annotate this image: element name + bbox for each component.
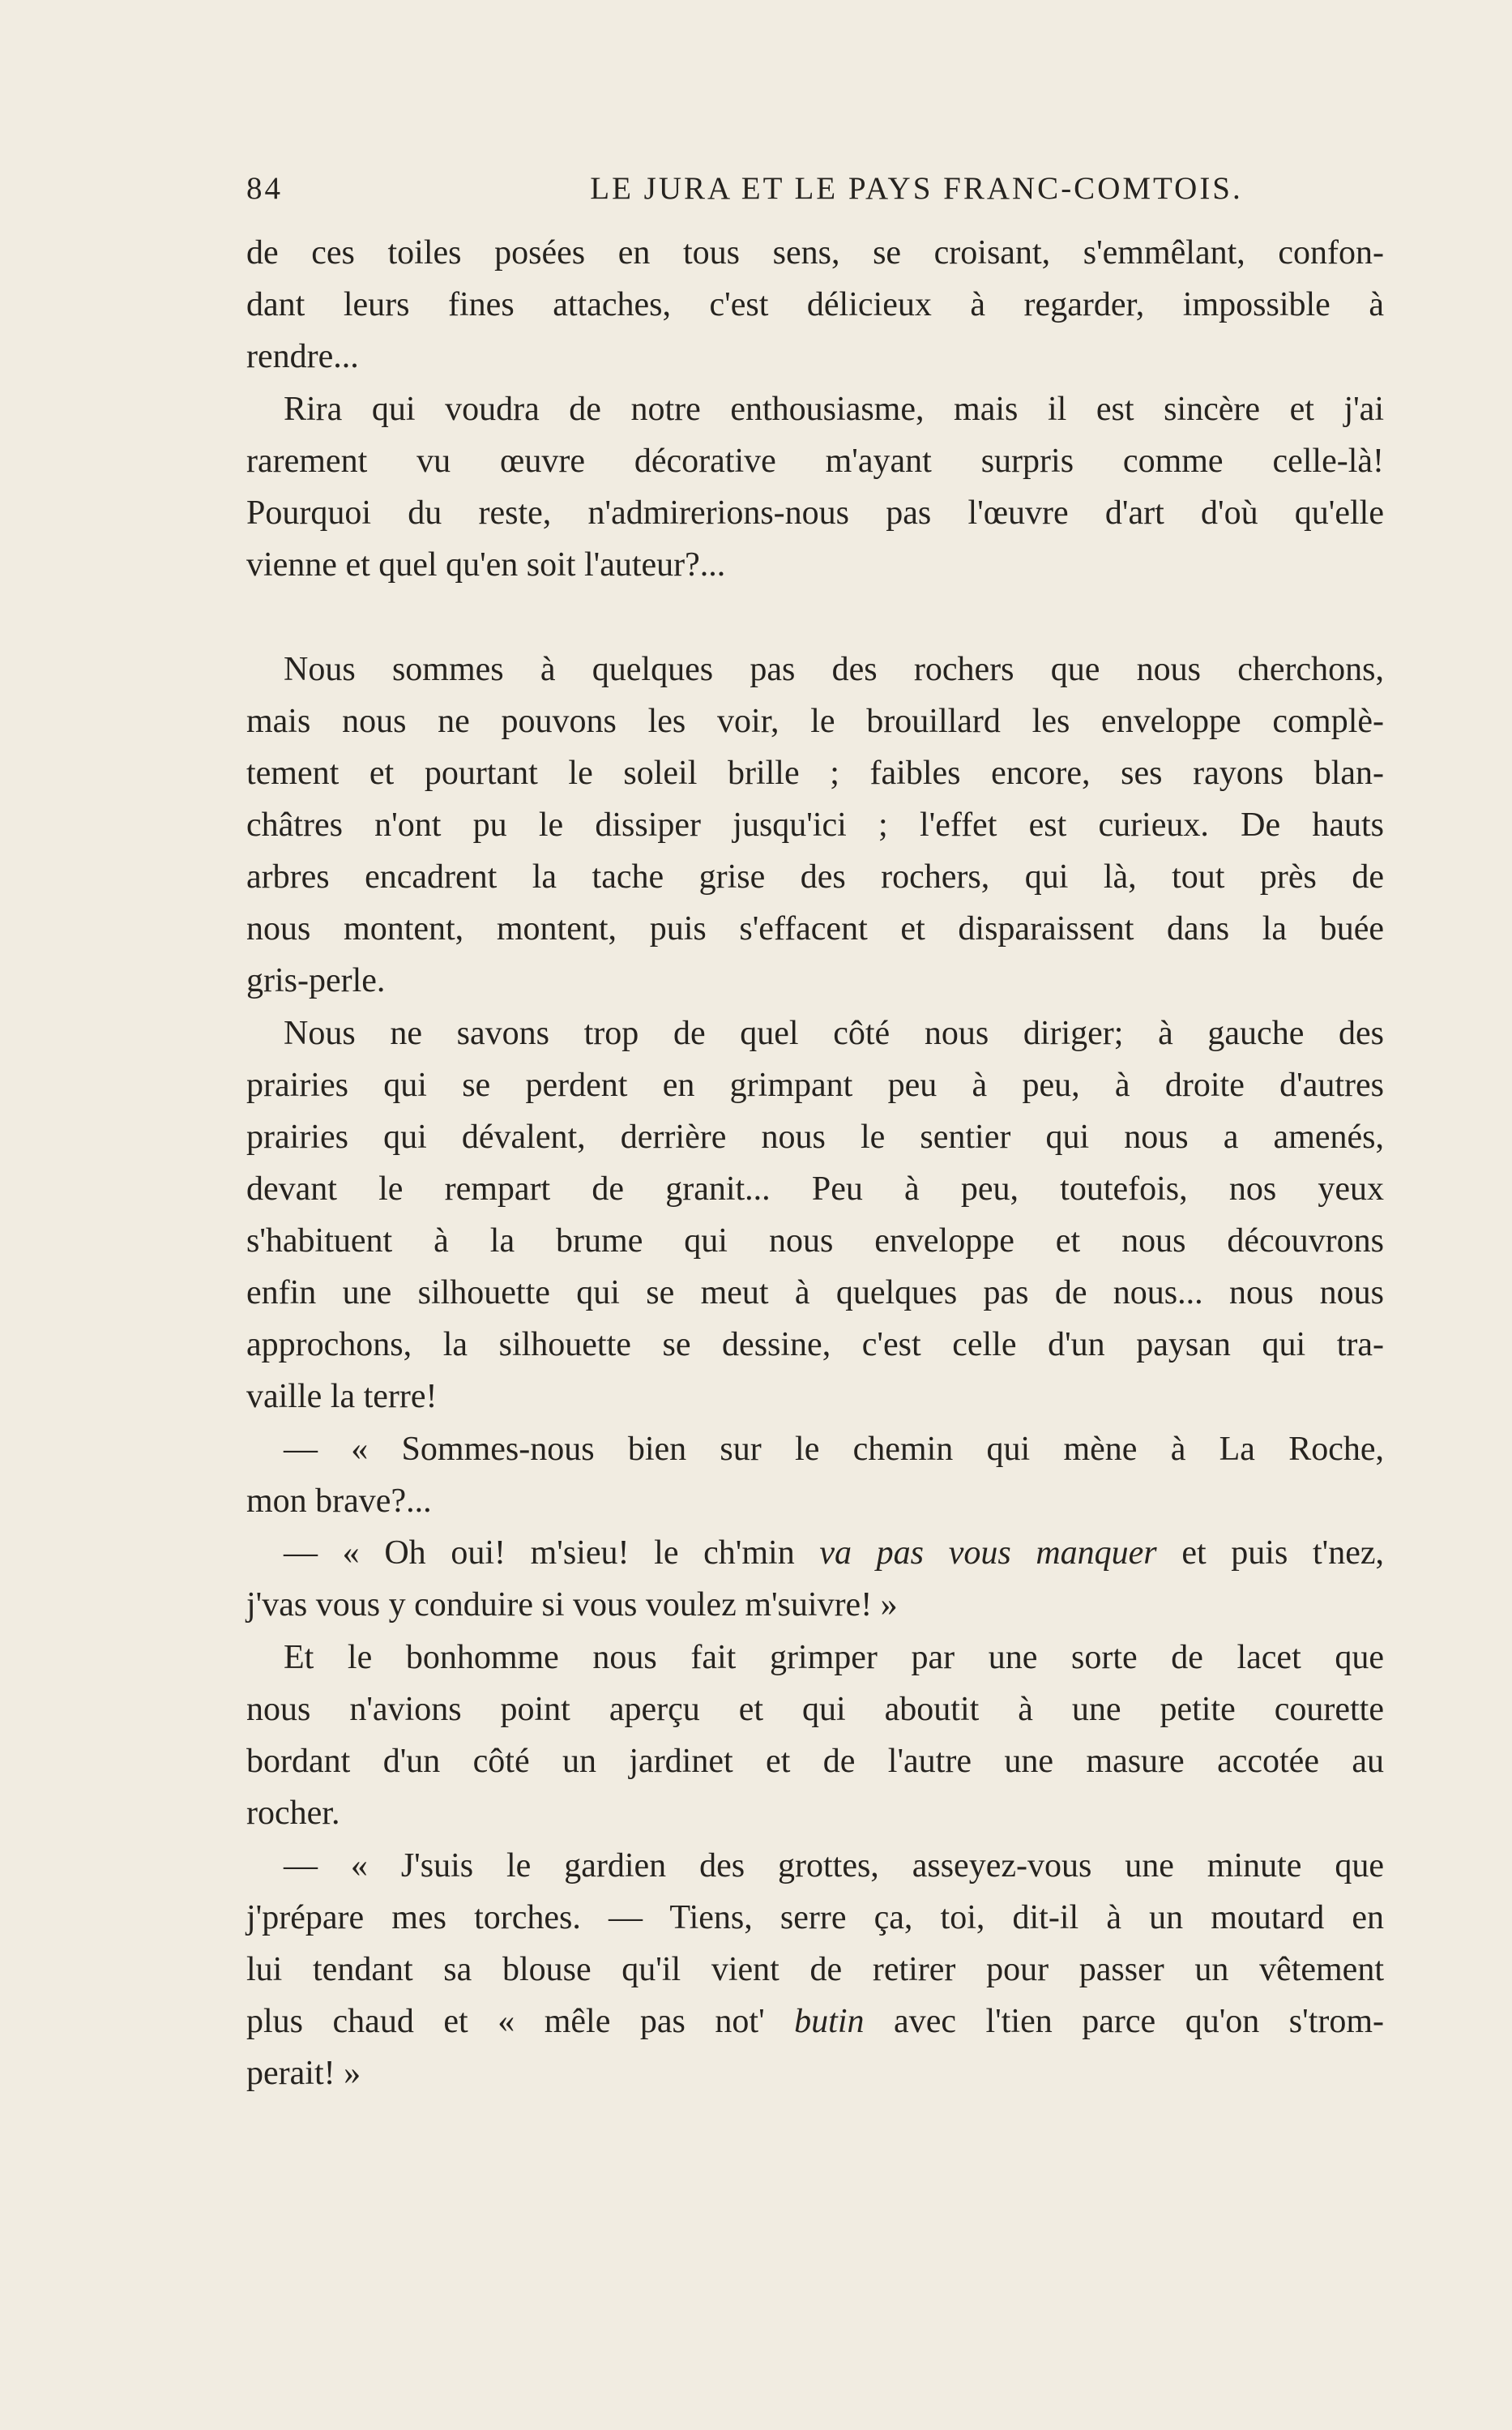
text-line: gris-perle. [246, 962, 386, 999]
text-line: approchons, la silhouette se dessine, c'est celle d'un paysan qui tra- [246, 1326, 1384, 1363]
text-line: châtres n'ont pu le dissiper jusqu'ici ; l'effet est curieux. De hauts [246, 806, 1384, 844]
running-head [246, 170, 1384, 219]
page-number: 84 [246, 171, 283, 206]
text-line: vienne et quel qu'en soit l'auteur?... [246, 546, 726, 584]
text-line: enfin une silhouette qui se meut à quelques pas de nous... nous nous [246, 1274, 1384, 1311]
text-line [284, 1529, 1384, 1577]
text-line: mon brave?... [246, 1482, 432, 1520]
text-line: Pourquoi du reste, n'admirerions-nous pas l'œuvre d'art d'où qu'elle [246, 494, 1384, 532]
text-line: Rira qui voudra de notre enthousiasme, mais il est sincère et j'ai [284, 391, 1384, 428]
text-line: perait! » [246, 2055, 361, 2092]
text-line: rendre... [246, 338, 359, 375]
text-line: rarement vu œuvre décorative m'ayant surpris comme celle-là! [246, 443, 1384, 480]
text-line [246, 1997, 1384, 2046]
text-line: lui tendant sa blouse qu'il vient de retirer pour passer un vêtement [246, 1951, 1384, 1988]
text-segment: avec l'tien parce qu'on s'trom- [894, 2003, 1385, 2040]
text-segment: et puis t'nez, [1181, 1534, 1384, 1572]
text-line: prairies qui dévalent, derrière nous le sentier qui nous a amenés, [246, 1119, 1384, 1156]
italic-segment: va pas vous manquer [819, 1534, 1157, 1572]
text-line: arbres encadrent la tache grise des rochers, qui là, tout près de [246, 858, 1384, 896]
text-segment: plus chaud et « mêle pas not' [246, 2003, 765, 2040]
text-line: nous montent, montent, puis s'effacent et disparaissent dans la buée [246, 910, 1384, 948]
running-title: LE JURA ET LE PAYS FRANC-COMTOIS. [590, 171, 1243, 206]
text-line: Nous sommes à quelques pas des rochers que nous cherchons, [284, 651, 1384, 688]
text-line: bordant d'un côté un jardinet et de l'autre une masure accotée au [246, 1743, 1384, 1780]
text-line: — « J'suis le gardien des grottes, asseyez-vous une minute que [284, 1847, 1384, 1885]
text-segment: — « Oh oui! m'sieu! le ch'min [284, 1534, 795, 1572]
text-line: prairies qui se perdent en grimpant peu à peu, à droite d'autres [246, 1067, 1384, 1104]
text-line: dant leurs fines attaches, c'est délicieux à regarder, impossible à [246, 286, 1384, 323]
text-line: tement et pourtant le soleil brille ; faibles encore, ses rayons blan- [246, 755, 1384, 792]
italic-segment: butin [794, 2003, 865, 2040]
text-line: vaille la terre! [246, 1378, 438, 1415]
text-line: — « Sommes-nous bien sur le chemin qui mène à La Roche, [284, 1431, 1384, 1468]
text-line: devant le rempart de granit... Peu à peu, toutefois, nos yeux [246, 1170, 1384, 1208]
text-line: j'vas vous y conduire si vous voulez m'suivre! » [246, 1586, 898, 1624]
text-line: mais nous ne pouvons les voir, le brouillard les enveloppe complè- [246, 703, 1384, 740]
text-line: j'prépare mes torches. — Tiens, serre ça, toi, dit-il à un moutard en [246, 1899, 1384, 1936]
text-line: s'habituent à la brume qui nous enveloppe et nous découvrons [246, 1222, 1384, 1260]
text-line: nous n'avions point aperçu et qui aboutit à une petite courette [246, 1691, 1384, 1728]
text-line: rocher. [246, 1795, 340, 1832]
text-line: Et le bonhomme nous fait grimper par une sorte de lacet que [284, 1639, 1384, 1676]
text-line: de ces toiles posées en tous sens, se croisant, s'emmêlant, confon- [246, 234, 1384, 272]
text-line: Nous ne savons trop de quel côté nous diriger; à gauche des [284, 1015, 1384, 1052]
